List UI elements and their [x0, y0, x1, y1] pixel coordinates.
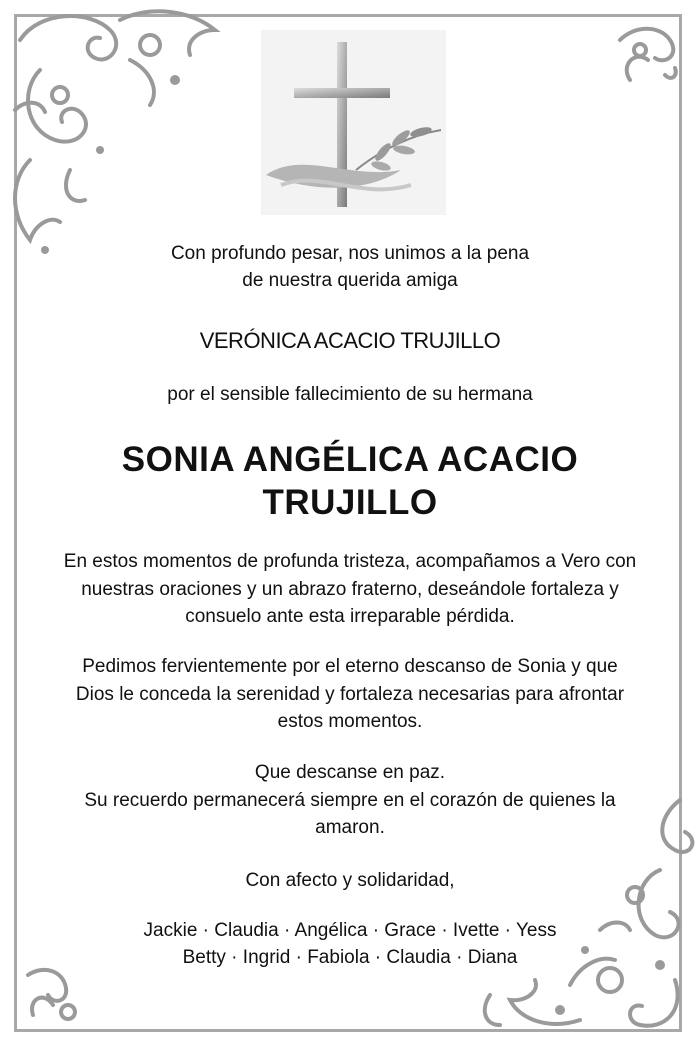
- intro-line-2: de nuestra querida amiga: [242, 270, 458, 291]
- paragraph-line: nuestras oraciones y un abrazo fraterno, deseándole fortaleza y: [81, 578, 619, 600]
- deceased-name-line-1: SONIA ANGÉLICA ACACIO: [121, 440, 579, 479]
- paragraph-line: estos momentos.: [277, 711, 423, 732]
- paragraph-line: Pedimos fervientemente por el eterno descanso de Sonia y que: [82, 656, 618, 677]
- closing-text: Con afecto y solidaridad,: [245, 870, 455, 891]
- top-right-filigree-ornament: [610, 20, 685, 95]
- deceased-name: [0, 438, 700, 524]
- condolence-paragraph-2: [30, 653, 670, 736]
- paragraph-line: En estos momentos de profunda tristeza, acompañamos a Vero con: [63, 551, 637, 572]
- intro-line-1: Con profundo pesar, nos unimos a la pena: [170, 243, 530, 264]
- deceased-name-line-2: TRUJILLO: [262, 483, 438, 522]
- paragraph-line: Dios le conceda la serenidad y fortaleza necesarias para afrontar: [75, 683, 625, 705]
- reason-text: por el sensible fallecimiento de su hermana: [167, 384, 533, 405]
- signers-line-2: Betty · Ingrid · Fabiola · Claudia · Diana: [182, 947, 518, 968]
- paragraph-line: Que descanse en paz.: [254, 762, 446, 783]
- top-left-filigree-ornament: [0, 0, 240, 260]
- paragraph-line: amaron.: [315, 817, 385, 838]
- signers-list: [0, 917, 700, 971]
- paragraph-line: consuelo ante esta irreparable pérdida.: [185, 606, 515, 627]
- paragraph-line: Su recuerdo permanecerá siempre en el corazón de quienes la: [84, 789, 616, 811]
- condolence-paragraph-1: [30, 548, 670, 631]
- condolence-paragraph-3: [30, 759, 670, 842]
- friend-name: VERÓNICA ACACIO TRUJILLO: [199, 328, 501, 353]
- signers-line-1: Jackie · Claudia · Angélica · Grace · Ivette · Yess: [143, 920, 557, 941]
- cross-with-olive-branch-icon: [261, 30, 446, 215]
- intro-text: [0, 240, 700, 294]
